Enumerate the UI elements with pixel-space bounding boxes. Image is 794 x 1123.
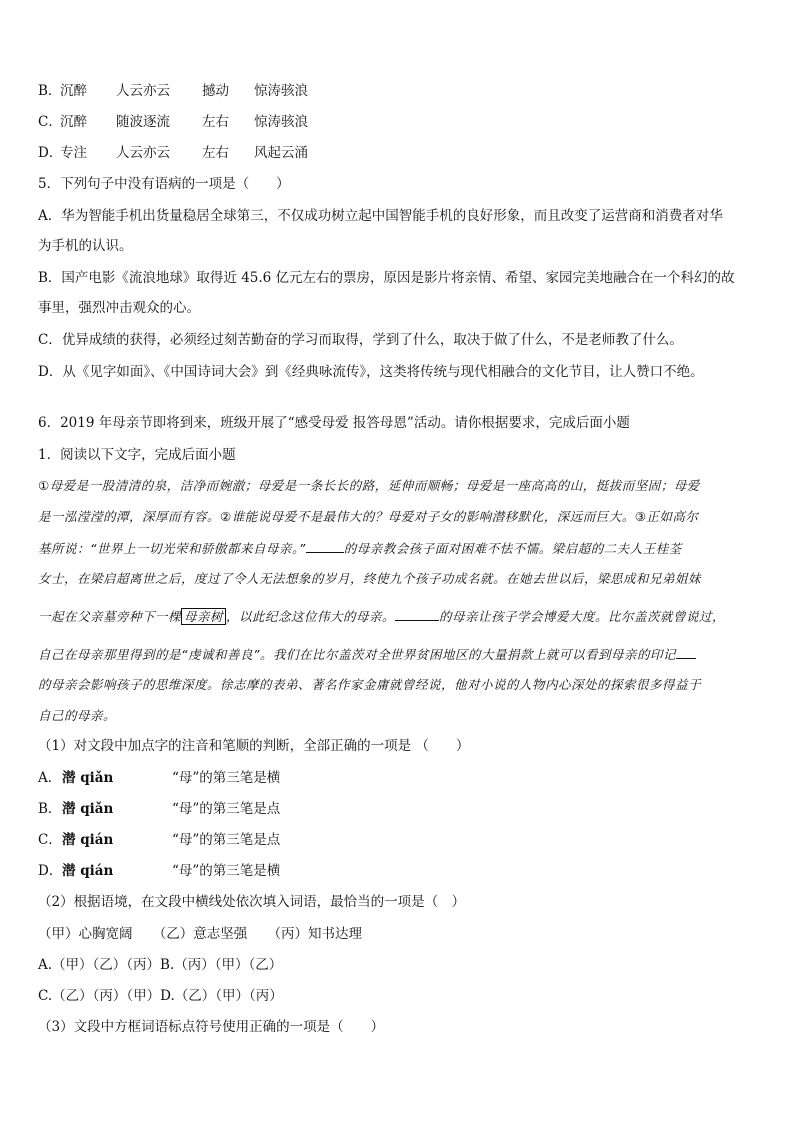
boxed-term: 母亲树 [181, 608, 226, 625]
q5-option-c: C．优异成绩的获得，必须经过刻苦勤奋的学习而取得，学到了什么，取决于做了什么，不是老师教了什么。 [38, 332, 683, 348]
q4-option-d: D．专注 人云亦云 左右 风起云涌 [38, 145, 308, 161]
q5-stem: 5．下列句子中没有语病的一项是（ ） [38, 176, 290, 192]
q5-option-a-line1: A．华为智能手机出货量稳居全球第三，不仅成功树立起中国智能手机的良好形象，而且改变了运营商和消费者对华 [38, 208, 723, 224]
q6-1-option-b: B．潜 qiǎn “母”的第三笔是点 [38, 801, 281, 817]
passage-line-5: 一起在父亲墓旁种下一棵 母亲树 ，以此纪念这位伟大的母亲。 的母亲让孩子学会博爱大度。比尔盖茨就曾说过， [38, 606, 725, 627]
fill-blank-1 [306, 538, 344, 553]
passage-line-1: ①母爱是一股清清的泉，洁净而婉澈；母爱是一条长长的路，延伸而顺畅；母爱是一座高高的山，挺拔而坚固；母爱 [38, 478, 700, 493]
q6-1-option-d: D．潜 qián “母”的第三笔是横 [38, 863, 281, 879]
fill-blank-3 [676, 644, 696, 659]
q6-1-stem: （1）对文段中加点字的注音和笔顺的判断，全部正确的一项是 （ ） [38, 738, 470, 754]
q4-option-b: B．沉醉 人云亦云 撼动 惊涛骇浪 [38, 83, 308, 99]
passage-line-3: 基所说：“世界上一切光荣和骄傲都来自母亲。” 的母亲教会孩子面对困难不怯不懦。梁启超的二夫人王桂荃 [38, 538, 682, 559]
q4-option-c: C．沉醉 随波逐流 左右 惊涛骇浪 [38, 114, 308, 130]
passage-line-6: 自己在母亲那里得到的是“虔诚和善良”。我们在比尔盖茨对全世界贫困地区的大量捐款上就可以看到母亲的印记 [38, 644, 696, 665]
q5-option-b-line1: B．国产电影《流浪地球》取得近 45.6 亿元左右的票房，原因是影片将亲情、希望、家园完美地融合在一个科幻的故 [38, 270, 735, 286]
passage-line-7: 的母亲会影响孩子的思维深度。徐志摩的表弟、著名作家金庸就曾经说，他对小说的人物内心深处的探索很多得益于 [38, 677, 702, 692]
q6-2-options-cd: C.（乙）（丙）（甲）D.（乙）（甲）（丙） [38, 988, 283, 1004]
q6-1-option-c: C．潜 qián “母”的第三笔是点 [38, 832, 281, 848]
q5-option-b-line2: 事里，强烈冲击观众的心。 [38, 300, 200, 316]
q6-3-stem: （3）文段中方框词语标点符号使用正确的一项是（ ） [38, 1019, 385, 1035]
q6-2-options-ab: A.（甲）（乙）（丙）B.（丙）（甲）（乙） [38, 957, 283, 973]
q6-1-option-a: A．潜 qiǎn “母”的第三笔是横 [38, 770, 281, 786]
q6-stem: 6．2019 年母亲节即将到来，班级开展了“感受母爱 报答母恩”活动。请你根据要求，完成后面小题 [38, 415, 630, 431]
q6-sub-heading: 1．阅读以下文字，完成后面小题 [38, 447, 236, 463]
q6-2-word-list: （甲）心胸宽阔 （乙）意志坚强 （丙）知书达理 [38, 926, 362, 942]
fill-blank-2 [395, 606, 439, 621]
q5-option-d: D．从《见字如面》、《中国诗词大会》到《经典咏流传》，这类将传统与现代相融合的文化节目，让人赞口不绝。 [38, 364, 704, 380]
passage-line-8: 自己的母亲。 [38, 708, 117, 723]
q5-option-a-line2: 为手机的认识。 [38, 238, 133, 254]
q6-2-stem: （2）根据语境，在文段中横线处依次填入词语，最恰当的一项是（ ） [38, 894, 466, 910]
passage-line-2: 是一泓滢滢的潭，深厚而有容。②谁能说母爱不是最伟大的？母爱对子女的影响潜移默化，深远而巨大。③正如高尔 [38, 509, 699, 524]
passage-line-4: 女士，在梁启超离世之后，度过了令人无法想象的岁月，终使九个孩子功成名就。在她去世以后，梁思成和兄弟姐妹 [38, 571, 702, 586]
